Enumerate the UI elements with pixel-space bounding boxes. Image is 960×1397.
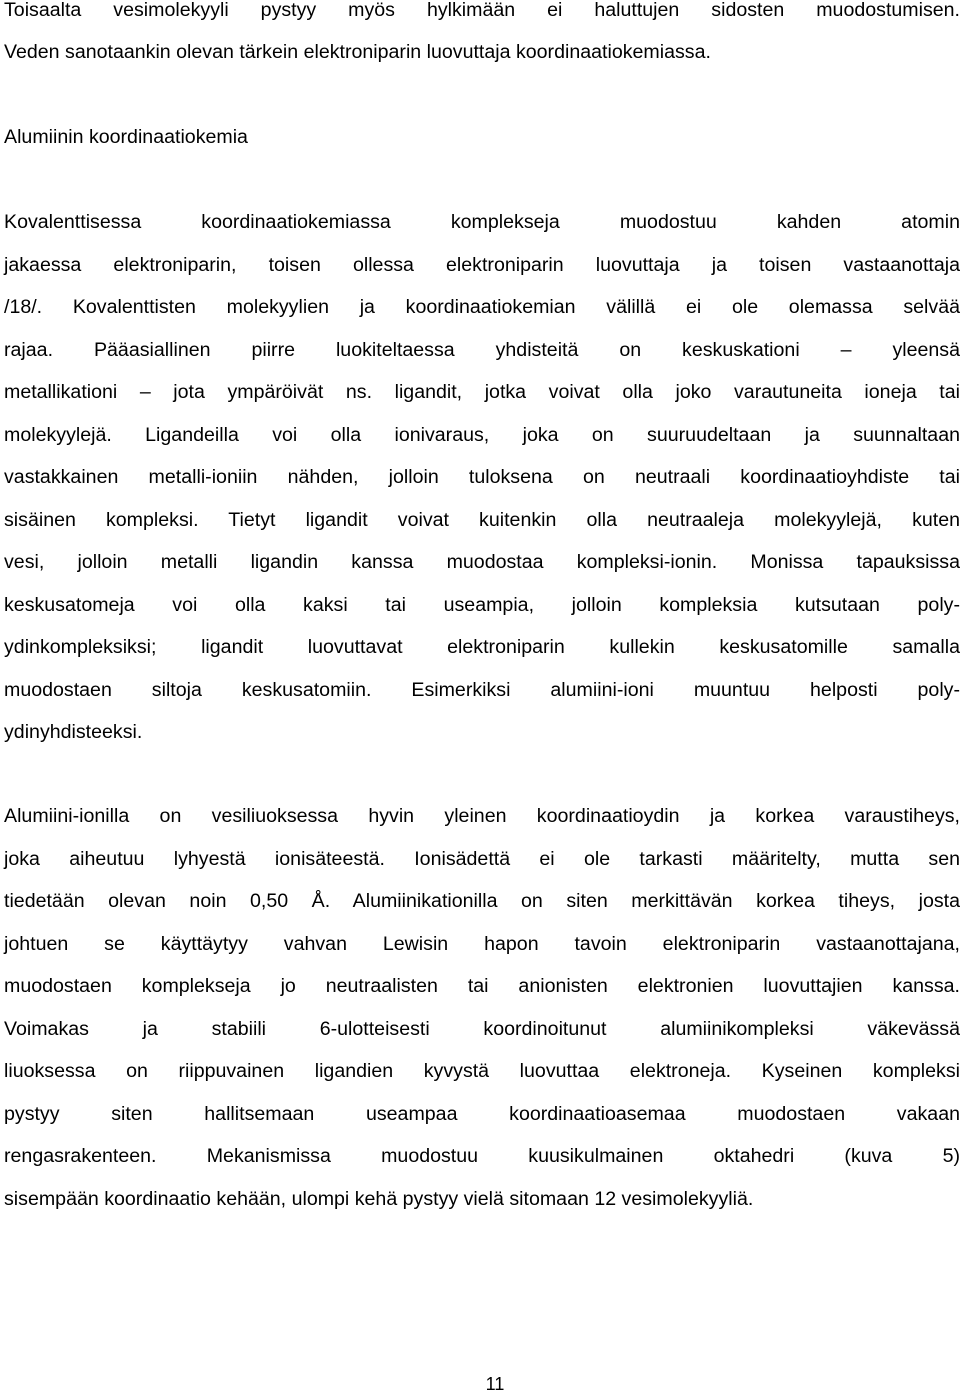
text-line: Alumiini-ionilla on vesiliuoksessa hyvin yleinen koordinaatioydin ja korkea varaustiheys,	[4, 805, 960, 827]
text-line: joka aiheutuu lyhyestä ionisäteestä. Ionisädettä ei ole tarkasti määritelty, mutta sen	[4, 848, 960, 870]
text-line: vesi, jolloin metalli ligandin kanssa muodostaa kompleksi-ionin. Monissa tapauksissa	[4, 551, 960, 573]
page-number: 11	[485, 1374, 505, 1394]
text-line: vastakkainen metalli-ioniin nähden, jolloin tuloksena on neutraali koordinaatioyhdiste tai	[4, 466, 960, 488]
text-line: Voimakas ja stabiili 6-ulotteisesti koordinoitunut alumiinikompleksi väkevässä	[4, 1018, 960, 1040]
text-line: ydinyhdisteeksi.	[4, 721, 143, 743]
text-line: keskusatomeja voi olla kaksi tai useampia, jolloin kompleksia kutsutaan poly-	[4, 594, 960, 616]
text-line: tiedetään olevan noin 0,50 Å. Alumiinikationilla on siten merkittävän korkea tiheys, josta	[4, 890, 960, 912]
text-line: muodostaen siltoja keskusatomiin. Esimerkiksi alumiini-ioni muuntuu helposti poly-	[4, 679, 960, 701]
text-line: metallikationi – jota ympäröivät ns. ligandit, jotka voivat olla joko varautuneita ioneja tai	[4, 381, 960, 403]
text-line: muodostaen komplekseja jo neutraalisten tai anionisten elektronien luovuttajien kanssa.	[4, 975, 960, 997]
text-line: Toisaalta vesimolekyyli pystyy myös hylkimään ei haluttujen sidosten muodostumisen.	[4, 0, 960, 21]
text-line: Veden sanotaankin olevan tärkein elektroniparin luovuttaja koordinaatiokemiassa.	[4, 41, 711, 63]
text-line: ydinkompleksiksi; ligandit luovuttavat elektroniparin kullekin keskusatomille samalla	[4, 636, 960, 658]
text-line: pystyy siten hallitsemaan useampaa koordinaatioasemaa muodostaen vakaan	[4, 1103, 960, 1125]
text-line: sisempään koordinaatio kehään, ulompi kehä pystyy vielä sitomaan 12 vesimolekyyliä.	[4, 1188, 754, 1210]
text-line: /18/. Kovalenttisten molekyylien ja koordinaatiokemian välillä ei ole olemassa selvää	[4, 296, 960, 318]
text-line: rengasrakenteen. Mekanismissa muodostuu kuusikulmainen oktahedri (kuva 5)	[4, 1145, 960, 1167]
section-heading: Alumiinin koordinaatiokemia	[4, 126, 248, 148]
text-line: Kovalenttisessa koordinaatiokemiassa komplekseja muodostuu kahden atomin	[4, 211, 960, 233]
text-line: sisäinen kompleksi. Tietyt ligandit voivat kuitenkin olla neutraaleja molekyylejä, kuten	[4, 509, 960, 531]
text-line: molekyylejä. Ligandeilla voi olla ionivaraus, joka on suuruudeltaan ja suunnaltaan	[4, 424, 960, 446]
text-line: rajaa. Pääasiallinen piirre luokiteltaessa yhdisteitä on keskuskationi – yleensä	[4, 339, 960, 361]
text-line: johtuen se käyttäytyy vahvan Lewisin hapon tavoin elektroniparin vastaanottajana,	[4, 933, 960, 955]
text-line: liuoksessa on riippuvainen ligandien kyvystä luovuttaa elektroneja. Kyseinen kompleksi	[4, 1060, 960, 1082]
text-line: jakaessa elektroniparin, toisen ollessa elektroniparin luovuttaja ja toisen vastaanottaja	[4, 254, 960, 276]
